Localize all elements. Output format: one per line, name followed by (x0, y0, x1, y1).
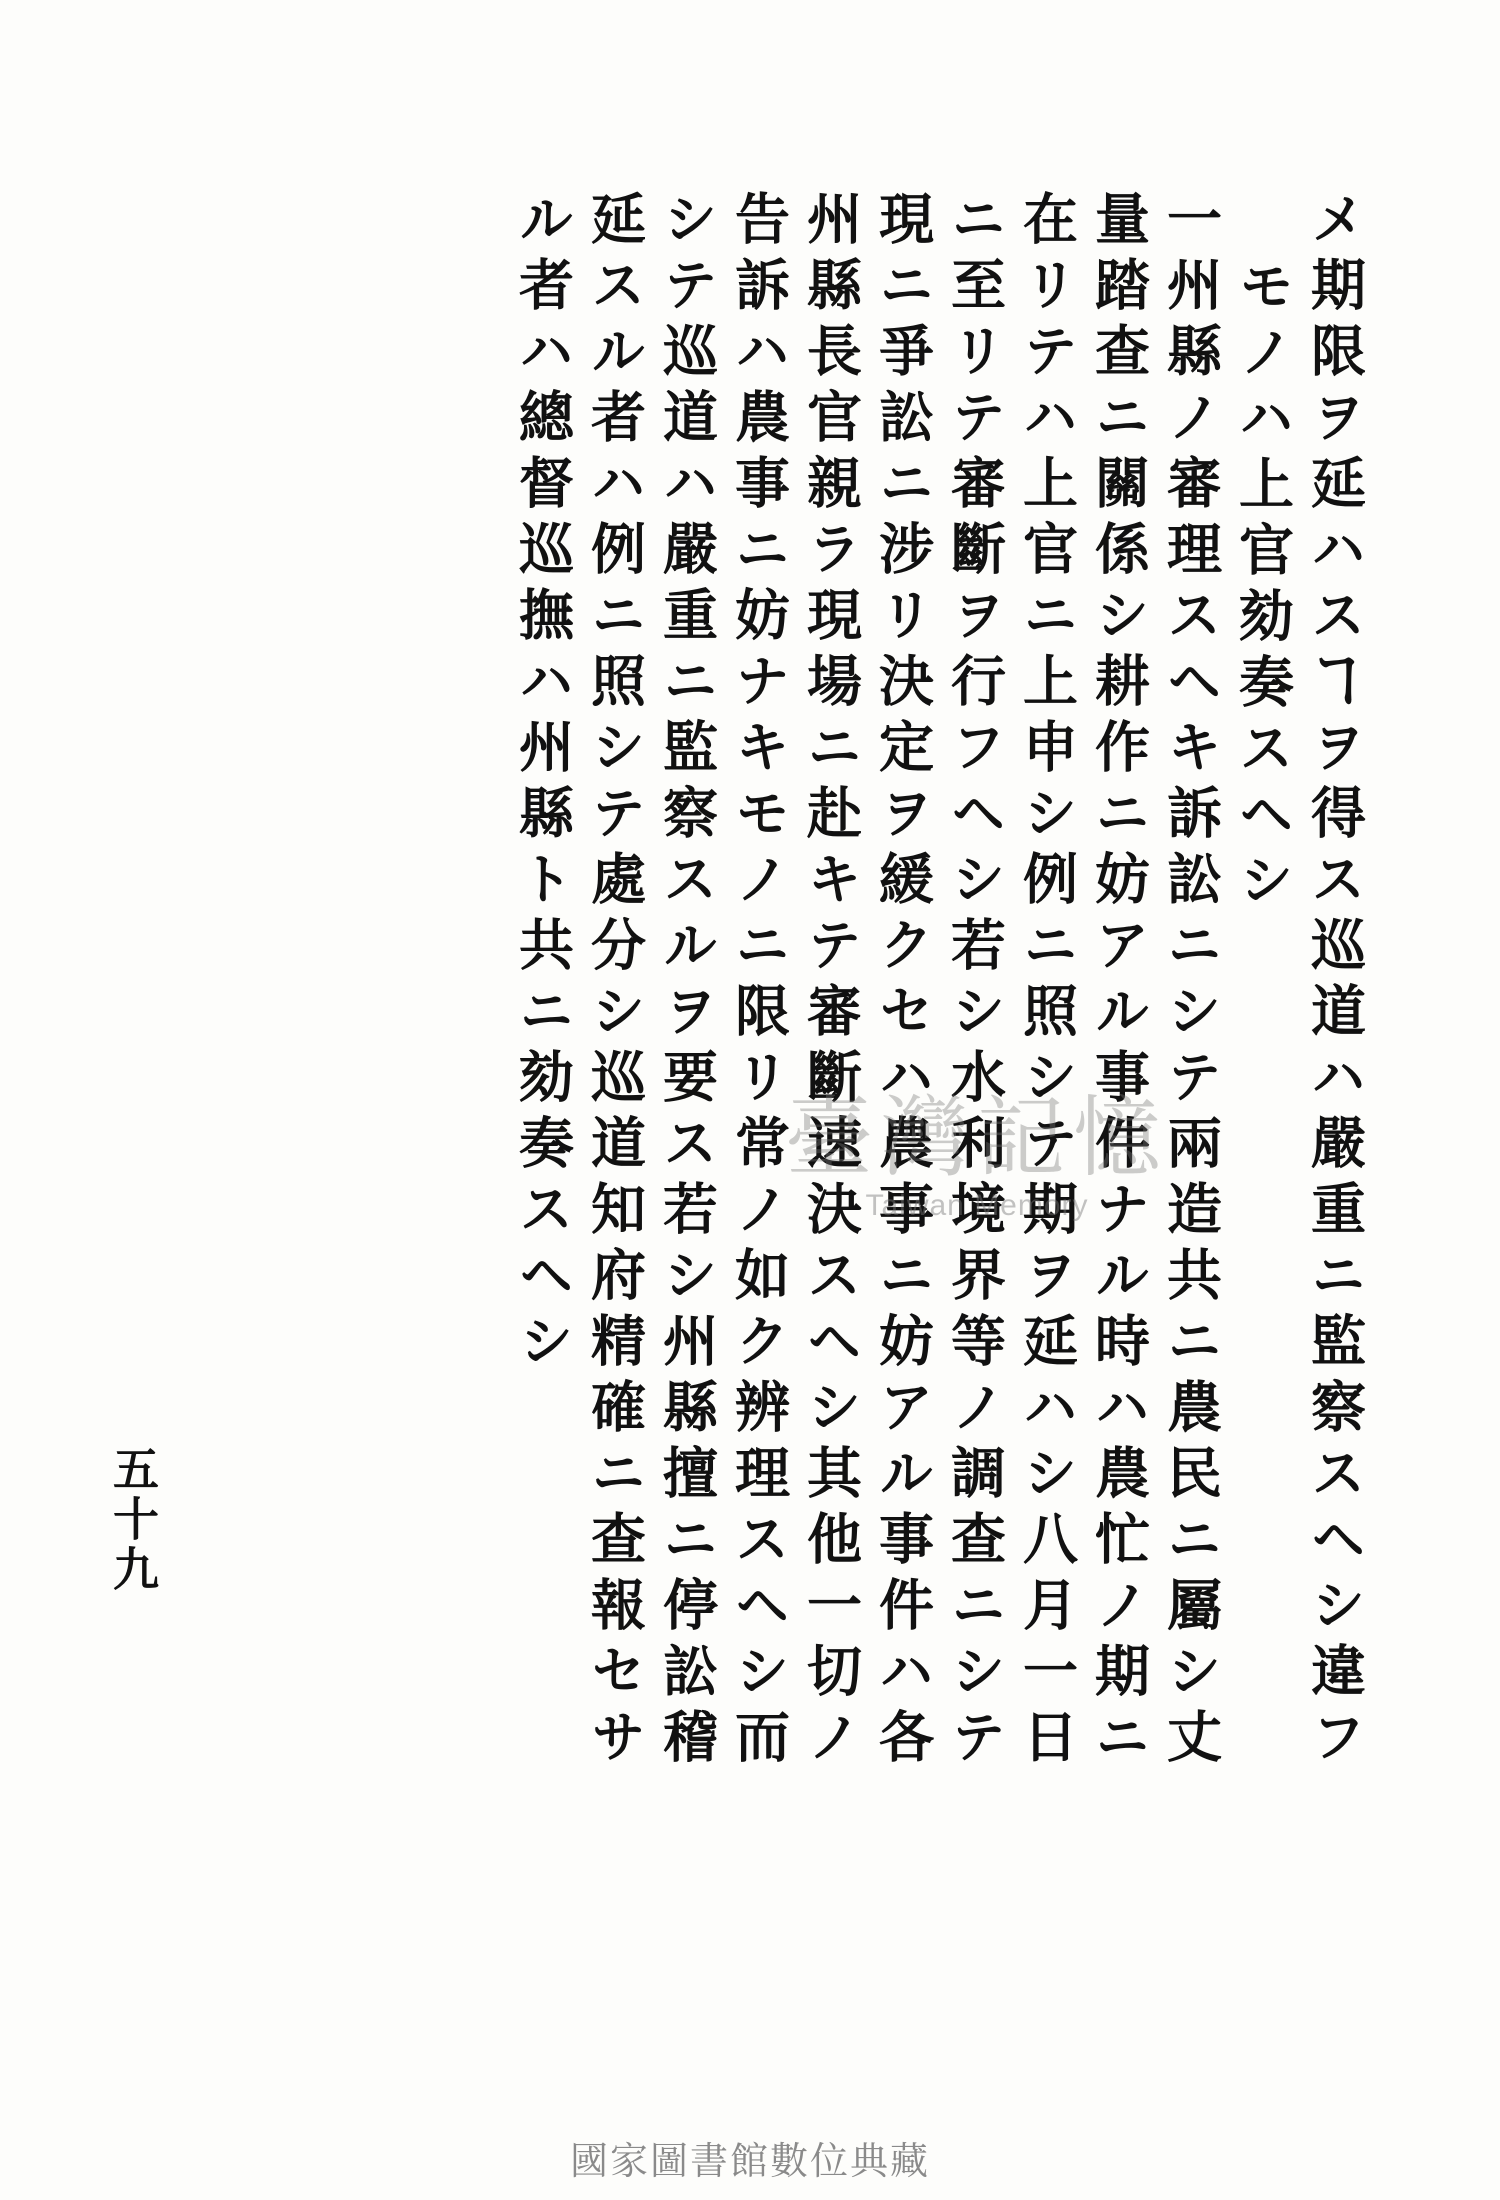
text-column: 現ニ爭訟ニ涉リ決定ヲ緩クセハ農事ニ妨アル事件ハ各 (870, 190, 935, 1774)
text-column: シテ巡道ハ嚴重ニ監察スルヲ要ス若シ州縣擅ニ停訟稽 (654, 190, 719, 1774)
text-column: 告訴ハ農事ニ妨ナキモノニ限リ常ノ如ク辨理スヘシ而 (726, 190, 791, 1774)
vertical-text-body (506, 190, 1370, 1950)
text-column: モノハ上官劾奏スヘシ (1230, 257, 1295, 917)
text-column: ル者ハ總督巡撫ハ州縣ト共ニ劾奏スヘシ (510, 190, 575, 1378)
text-column: 延スル者ハ例ニ照シテ處分シ巡道知府精確ニ查報セサ (582, 190, 647, 1774)
text-column: 量踏查ニ關係シ耕作ニ妨アル事件ナル時ハ農忙ノ期ニ (1086, 190, 1151, 1774)
text-column: メ期限ヲ延ハスヿヲ得ス巡道ハ嚴重ニ監察スヘシ違フ (1302, 190, 1367, 1774)
page-number: 五十九 (106, 1445, 160, 1595)
text-column: 一州縣ノ審理スヘキ訴訟ニシテ兩造共ニ農民ニ屬シ丈 (1158, 190, 1223, 1774)
watermark-english: Taiwan Memory (865, 1189, 1089, 1222)
text-column: 在リテハ上官ニ上申シ例ニ照シテ期ヲ延ハシ八月一日 (1014, 190, 1079, 1774)
text-column: 州縣長官親ラ現場ニ赴キテ審斷速決スヘシ其他一切ノ (798, 190, 863, 1774)
text-column: ニ至リテ審斷ヲ行フヘシ若シ水利境界等ノ調查ニシテ (942, 190, 1007, 1774)
watermark-chinese: 臺灣記憶 (784, 1086, 1169, 1189)
collection-footer: 國家圖書館數位典藏 (569, 2139, 930, 2183)
